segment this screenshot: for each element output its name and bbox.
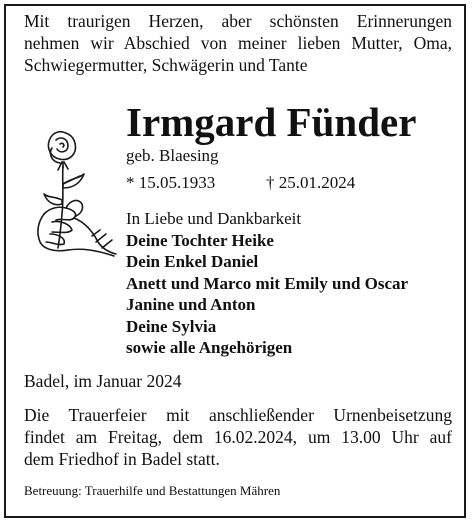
mourner-name: Anett und Marco mit Emily und Oscar: [126, 273, 409, 293]
service-line: Die Trauerfeier mit anschließender Urnenbeisetzung: [24, 405, 452, 425]
mourner-name: Deine Sylvia: [126, 316, 217, 336]
intro-line: Mit traurigen Herzen, aber schönsten Erinnerungen: [24, 11, 452, 31]
service-text: [24, 404, 452, 470]
mourner-name: Dein Enkel Daniel: [126, 252, 259, 271]
life-dates: [126, 173, 356, 193]
intro-line: Schwiegermutter, Schwägerin und Tante: [24, 55, 308, 75]
service-line: dem Friedhof in Badel statt.: [24, 449, 220, 469]
mourners-block: [126, 208, 456, 359]
place-date: Badel, im Januar 2024: [24, 371, 182, 391]
deceased-name: Irmgard Fünder: [126, 99, 417, 145]
birth-date: * 15.05.1933: [126, 173, 216, 192]
maiden-name: geb. Blaesing: [126, 146, 219, 165]
mourner-name: Deine Tochter Heike: [126, 230, 274, 250]
hand-holding-rose-icon: [22, 118, 118, 258]
intro-text: [24, 10, 452, 76]
mourners-lead: In Liebe und Dankbarkeit: [126, 209, 302, 228]
service-line: findet am Freitag, dem 16.02.2024, um 13.00 Uhr auf: [24, 427, 452, 447]
mourner-name: Janine und Anton: [126, 295, 256, 314]
care-notice: Betreuung: Trauerhilfe und Bestattungen Mähren: [24, 483, 281, 498]
death-date: † 25.01.2024: [266, 173, 356, 192]
mourner-name: sowie alle Angehörigen: [126, 338, 293, 357]
intro-line: nehmen wir Abschied von meiner lieben Mutter, Oma,: [24, 33, 452, 53]
